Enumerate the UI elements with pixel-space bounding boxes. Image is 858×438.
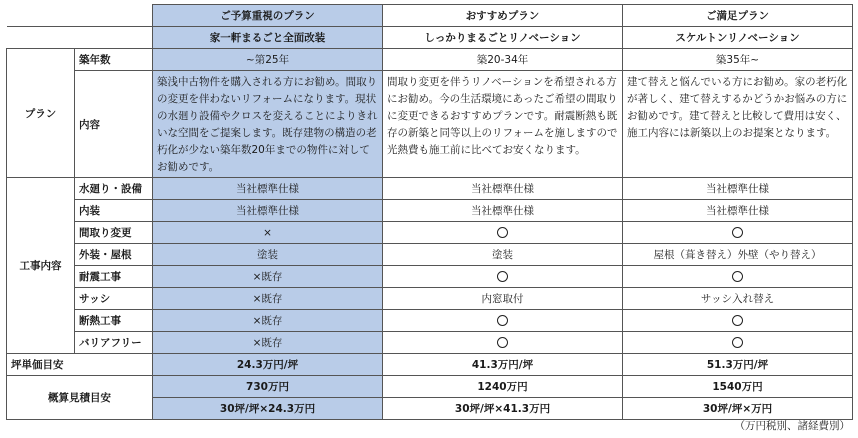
cell-interior-premium: 当社標準仕様: [623, 200, 853, 222]
cell-sash-premium: サッシ入れ替え: [623, 288, 853, 310]
plan-subtitle-recommended: しっかりまるごとリノベーション: [383, 27, 623, 49]
row-label-age: 築年数: [75, 49, 153, 71]
cell-exterior-budget: 塗装: [153, 244, 383, 266]
cell-interior-budget: 当社標準仕様: [153, 200, 383, 222]
row-label-seismic: 耐震工事: [75, 266, 153, 288]
section-construction: 工事内容: [7, 178, 75, 354]
cell-content-recommended: 間取り変更を伴うリノベーションを希望される方にお勧め。今の生活環境にあったご希望の間取りに変更できるおすすめプランです。耐震断熱も既存の新築と同等以上のリフォームを施しますので光熱費も施工前に比べてお安くなります。: [383, 71, 623, 178]
plan-comparison-table: [6, 4, 853, 420]
cell-estimate-formula-recommended: 30坪/坪×41.3万円: [383, 398, 623, 420]
plan-header-recommended: おすすめプラン: [383, 5, 623, 27]
cell-plumbing-budget: 当社標準仕様: [153, 178, 383, 200]
cell-unit-price-recommended: 41.3万円/坪: [383, 354, 623, 376]
row-label-barrier-free: バリアフリー: [75, 332, 153, 354]
cell-seismic-budget: ×既存: [153, 266, 383, 288]
row-label-interior: 内装: [75, 200, 153, 222]
cell-insulation-recommended: [383, 310, 623, 332]
cell-seismic-recommended: [383, 266, 623, 288]
row-label-layout-change: 間取り変更: [75, 222, 153, 244]
row-label-plumbing: 水廻り・設備: [75, 178, 153, 200]
cell-age-premium: 築35年~: [623, 49, 853, 71]
circle-mark-icon: [732, 227, 743, 238]
cell-sash-budget: ×既存: [153, 288, 383, 310]
cell-content-premium: 建て替えと悩んでいる方にお勧め。家の老朽化が著しく、建て替えするかどうかお悩みの方にお勧めです。建て替えと比較して費用は安く、施工内容には新築以上のお提案となります。: [623, 71, 853, 178]
circle-mark-icon: [497, 271, 508, 282]
plan-header-premium: ご満足プラン: [623, 5, 853, 27]
section-estimate: 概算見積目安: [7, 376, 153, 420]
cell-insulation-premium: [623, 310, 853, 332]
cell-estimate-total-premium: 1540万円: [623, 376, 853, 398]
cell-estimate-total-budget: 730万円: [153, 376, 383, 398]
row-label-exterior: 外装・屋根: [75, 244, 153, 266]
section-plan: プラン: [7, 49, 75, 178]
cell-unit-price-budget: 24.3万円/坪: [153, 354, 383, 376]
cell-seismic-premium: [623, 266, 853, 288]
circle-mark-icon: [497, 227, 508, 238]
plan-header-budget: ご予算重視のプラン: [153, 5, 383, 27]
cell-barrier-recommended: [383, 332, 623, 354]
cell-exterior-premium: 屋根（葺き替え）外壁（やり替え）: [623, 244, 853, 266]
row-label-sash: サッシ: [75, 288, 153, 310]
cell-plumbing-premium: 当社標準仕様: [623, 178, 853, 200]
cell-age-recommended: 築20-34年: [383, 49, 623, 71]
section-unit-price: 坪単価目安: [7, 354, 153, 376]
circle-mark-icon: [497, 315, 508, 326]
row-label-insulation: 断熱工事: [75, 310, 153, 332]
cell-sash-recommended: 内窓取付: [383, 288, 623, 310]
cell-layout-premium: [623, 222, 853, 244]
circle-mark-icon: [497, 337, 508, 348]
cell-estimate-formula-premium: 30坪/坪×万円: [623, 398, 853, 420]
footnote: （万円税別、諸経費別）: [734, 420, 850, 432]
plan-subtitle-budget: 家一軒まるごと全面改装: [153, 27, 383, 49]
cell-content-budget: 築浅中古物件を購入される方にお勧め。間取りの変更を伴わないリフォームになります。現状の水廻り設備やクロスを変えることによりきれいな空間をご提案します。既存建物の構造の老朽化が少ない築年数20年までの物件に対してお勧めです。: [153, 71, 383, 178]
cell-exterior-recommended: 塗装: [383, 244, 623, 266]
circle-mark-icon: [732, 271, 743, 282]
plan-subtitle-premium: スケルトンリノベーション: [623, 27, 853, 49]
cell-estimate-total-recommended: 1240万円: [383, 376, 623, 398]
blank-corner-2: [7, 27, 153, 49]
cell-estimate-formula-budget: 30坪/坪×24.3万円: [153, 398, 383, 420]
cell-interior-recommended: 当社標準仕様: [383, 200, 623, 222]
blank-corner: [7, 5, 153, 27]
cell-barrier-premium: [623, 332, 853, 354]
circle-mark-icon: [732, 315, 743, 326]
circle-mark-icon: [732, 337, 743, 348]
cell-plumbing-recommended: 当社標準仕様: [383, 178, 623, 200]
row-label-content: 内容: [75, 71, 153, 178]
cell-unit-price-premium: 51.3万円/坪: [623, 354, 853, 376]
cell-layout-budget: ×: [153, 222, 383, 244]
cell-insulation-budget: ×既存: [153, 310, 383, 332]
cell-barrier-budget: ×既存: [153, 332, 383, 354]
cell-layout-recommended: [383, 222, 623, 244]
cell-age-budget: ~第25年: [153, 49, 383, 71]
